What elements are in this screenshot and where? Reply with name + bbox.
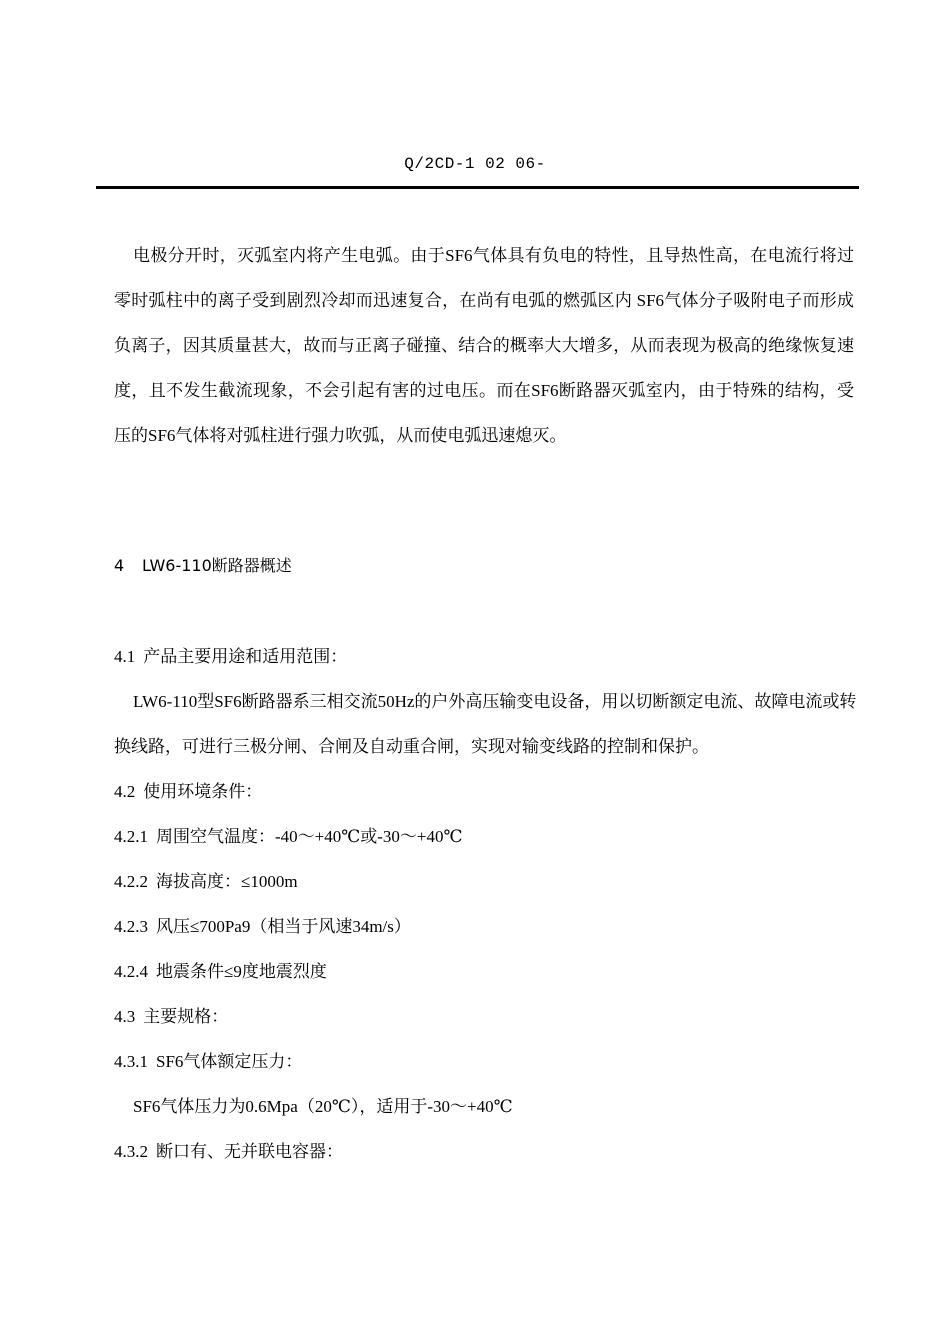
document-code: Q/2CD-1 02 06- — [404, 155, 546, 173]
item-4-3-1-body: SF6气体压力为0.6Mpa（20℃），适用于-30～+40℃ — [133, 1097, 513, 1116]
item-text: SF6气体额定压力： — [156, 1052, 303, 1071]
item-label: 4.2 — [114, 782, 136, 801]
section-title: LW6-110断路器概述 — [142, 556, 292, 575]
item-4-3-2 — [114, 1129, 854, 1174]
item-text: 主要规格： — [143, 1007, 229, 1026]
item-label: 4.3 — [114, 1007, 136, 1026]
document-body — [114, 233, 857, 1161]
item-4-2-2 — [114, 859, 854, 904]
item-4-2-4 — [114, 949, 854, 994]
section-heading — [114, 556, 292, 576]
item-4-2-3 — [114, 904, 854, 949]
item-text: 产品主要用途和适用范围： — [143, 647, 348, 666]
item-4-2-1 — [114, 814, 854, 859]
item-4-2 — [114, 769, 854, 814]
item-4-1-body: LW6-110型SF6断路器系三相交流50Hz的户外高压输变电设备，用以切断额定电流、故障电流或转换线路，可进行三极分闸、合闸及自动重合闸，实现对输变线路的控制和保护。 — [114, 692, 857, 756]
section-number: 4 — [114, 556, 125, 575]
item-4-3-1 — [114, 1039, 854, 1084]
item-label: 4.1 — [114, 647, 136, 666]
item-text: 地震条件≤9度地震烈度 — [156, 962, 327, 981]
item-text: 风压≤700Pa9（相当于风速34m/s） — [156, 917, 411, 936]
item-label: 4.2.1 — [114, 827, 148, 846]
spec-list — [114, 634, 857, 1174]
item-label: 4.2.2 — [114, 872, 148, 891]
item-4-3 — [114, 994, 854, 1039]
intro-paragraph: 电极分开时，灭弧室内将产生电弧。由于SF6气体具有负电的特性，且导热性高，在电流行将过零时弧柱中的离子受到剧烈冷却而迅速复合，在尚有电弧的燃弧区内 SF6气体分子吸附电子而形成负离子，因其质量甚大，故而与正离子碰撞、结合的概率大大增多，从而表现为极高的绝缘恢复速度，且不发生截流现象，不会引起有害的过电压。而在SF6断路器灭弧室内，由于特殊的结构，受压的SF6气体将对弧柱进行强力吹弧，从而使电弧迅速熄灭。 — [114, 246, 854, 445]
item-label: 4.2.4 — [114, 962, 148, 981]
item-label: 4.2.3 — [114, 917, 148, 936]
header-rule — [96, 186, 859, 189]
item-label: 4.3.1 — [114, 1052, 148, 1071]
item-text: 断口有、无并联电容器： — [156, 1142, 343, 1161]
item-4-1 — [114, 634, 854, 679]
item-text: 海拔高度：≤1000m — [156, 872, 298, 891]
item-text: 使用环境条件： — [143, 782, 263, 801]
item-label: 4.3.2 — [114, 1142, 148, 1161]
item-text: 周围空气温度：-40～+40℃或-30～+40℃ — [156, 827, 463, 846]
